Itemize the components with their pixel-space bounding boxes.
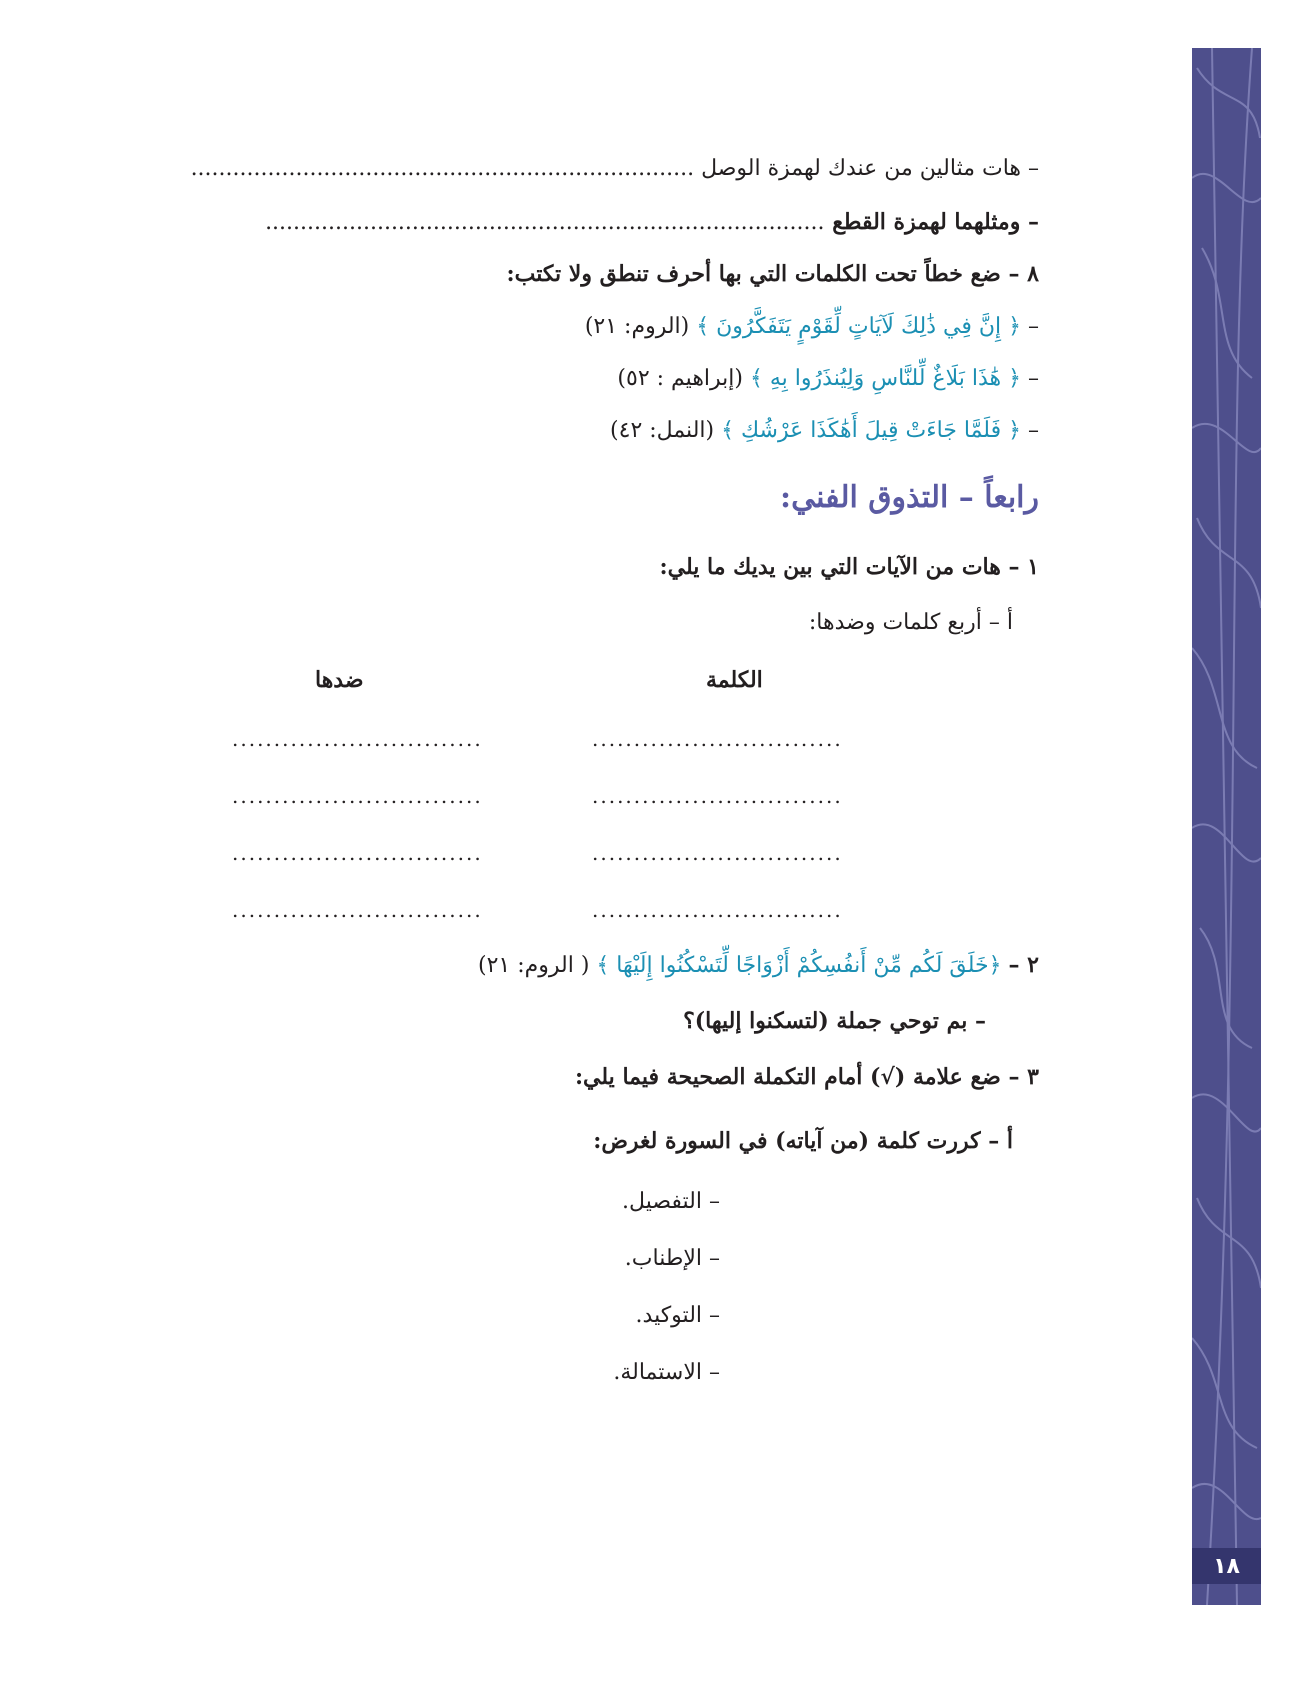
verse-dash: – <box>1028 314 1039 339</box>
q8-title: ٨ – ضع خطاً تحت الكلمات التي بها أحرف تنطق ولا تكتب: <box>506 261 1039 287</box>
verse-dash: – <box>1028 418 1039 443</box>
option-3[interactable]: – التوكيد. <box>635 1303 720 1328</box>
col-header-word: الكلمة <box>706 667 763 693</box>
q2-reference: ( الروم: ٢١) <box>478 953 590 978</box>
band-pattern-icon <box>1192 48 1261 1605</box>
q8-verse-3 <box>610 416 1039 446</box>
s4-q3: ٣ – ضع علامة (√) أمام التكملة الصحيحة فيما يلي: <box>574 1064 1039 1090</box>
q7-line2 <box>265 207 1039 238</box>
q2-number: ٢ – <box>1008 952 1039 978</box>
col-header-opposite: ضدها <box>315 667 364 693</box>
q8-verse-1 <box>585 312 1039 342</box>
verse-dash: – <box>1028 366 1039 391</box>
s4-q2-sub: – بم توحي جملة (لتسكنوا إليها)؟ <box>683 1008 986 1034</box>
verse-reference: (إبراهيم : ٥٢) <box>617 366 743 391</box>
word-blank-1[interactable]: .............................. <box>592 727 843 751</box>
s4-q3a: أ – كررت كلمة (من آياته) في السورة لغرض: <box>593 1128 1013 1154</box>
verse-text: ﴿ فَلَمَّا جَاءَتْ قِيلَ أَهَٰكَذَا عَرْشُكِ ﴾ <box>721 418 1021 443</box>
q7-line1-text: – هات مثالين من عندك لهمزة الوصل <box>701 156 1039 181</box>
verse-reference: (الروم: ٢١) <box>584 314 690 339</box>
s4-q1: ١ – هات من الآيات التي بين يديك ما يلي: <box>659 554 1039 580</box>
opposite-blank-3[interactable]: .............................. <box>232 841 483 865</box>
opposite-blank-1[interactable]: .............................. <box>232 727 483 751</box>
s4-q2 <box>478 950 1039 981</box>
verse-text: ﴿ هَٰذَا بَلَاغٌ لِّلنَّاسِ وَلِيُنذَرُوا بِهِ ﴾ <box>750 366 1021 391</box>
q7-line2-text: – ومثلهما لهمزة القطع <box>832 209 1039 235</box>
q7-line1-dots: ........................................................................ <box>190 156 695 181</box>
q7-line1 <box>191 154 1039 184</box>
s4-q1a: أ – أربع كلمات وضدها: <box>808 610 1013 635</box>
opposite-blank-2[interactable]: .............................. <box>232 784 483 808</box>
verse-text: ﴿ إِنَّ فِي ذَٰلِكَ لَآيَاتٍ لِّقَوْمٍ يَتَفَكَّرُونَ ﴾ <box>696 314 1021 339</box>
side-decorative-band <box>1192 48 1261 1605</box>
page-number: ١٨ <box>1192 1548 1261 1584</box>
opposite-blank-4[interactable]: .............................. <box>232 898 483 922</box>
q2-verse: ﴿خَلَقَ لَكُم مِّنْ أَنفُسِكُمْ أَزْوَاجًا لِّتَسْكُنُوا إِلَيْهَا ﴾ <box>596 953 1002 978</box>
word-blank-4[interactable]: .............................. <box>592 898 843 922</box>
word-blank-2[interactable]: .............................. <box>592 784 843 808</box>
section-heading: رابعاً – التذوق الفني: <box>780 480 1039 515</box>
q8-verse-2 <box>617 364 1039 394</box>
word-blank-3[interactable]: .............................. <box>592 841 843 865</box>
option-1[interactable]: – التفصيل. <box>622 1189 720 1214</box>
option-4[interactable]: – الاستمالة. <box>613 1360 720 1385</box>
option-2[interactable]: – الإطناب. <box>624 1246 720 1271</box>
verse-reference: (النمل: ٤٢) <box>610 418 715 443</box>
q7-line2-dots: ................................................................................ <box>265 210 825 235</box>
